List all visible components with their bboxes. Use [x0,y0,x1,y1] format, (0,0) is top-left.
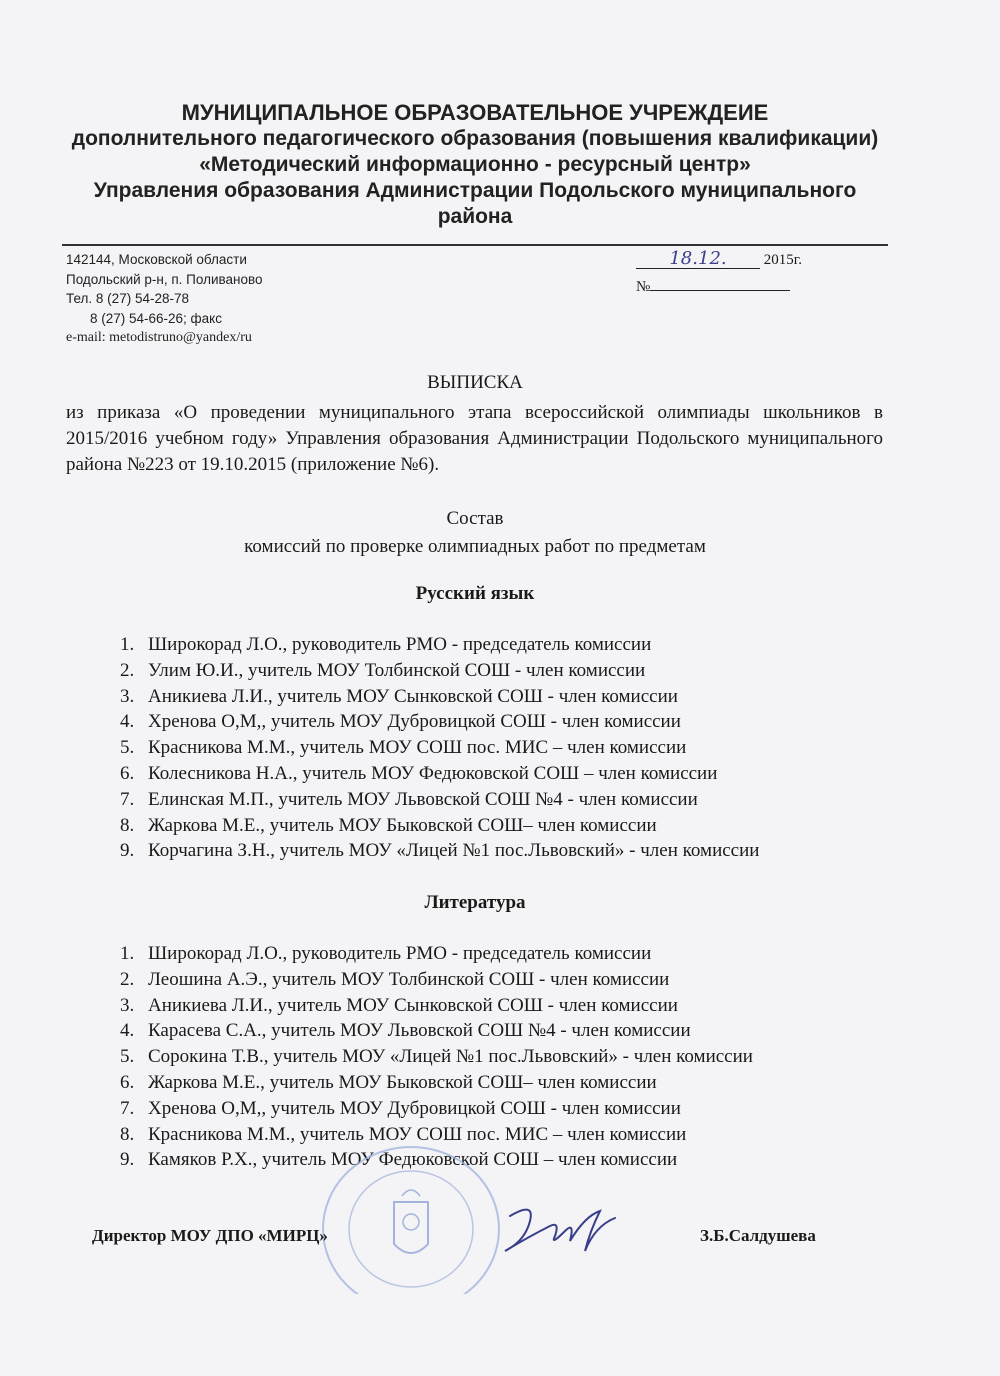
official-stamp [316,1144,506,1294]
member-list-literature [120,941,753,1173]
year-suffix: 2015г. [763,252,802,268]
list-item: 8. Красникова М.М., учитель МОУ СОШ пос. МИС – член комиссии [120,1123,687,1145]
letterhead [60,100,890,230]
address-line-1: 142144, Московской области [66,252,247,267]
composition-subheading: комиссий по проверке олимпиадных работ по предметам [244,536,706,557]
section-title-literature: Литература [424,892,526,913]
document-title: ВЫПИСКА [427,372,523,393]
section-title-russian: Русский язык [415,583,535,604]
list-item: 2. Леошина А.Э., учитель МОУ Толбинской СОШ - член комиссии [120,968,670,990]
list-item: 5. Сорокина Т.В., учитель МОУ «Лицей №1 пос.Львовский» - член комиссии [120,1046,753,1068]
handwritten-date: 18.12. [636,250,760,269]
list-item: 4. Хренова О,М,, учитель МОУ Дубровицкой СОШ - член комиссии [120,711,681,733]
list-item: 7. Елинская М.П., учитель МОУ Львовской СОШ №4 - член комиссии [120,788,698,810]
address-line-2: Подольский р-н, п. Поливаново [66,271,263,287]
list-item: 4. Карасева С.А., учитель МОУ Львовской СОШ №4 - член комиссии [120,1020,691,1042]
phone-line-2: 8 (27) 54-66-26; факс [90,310,222,326]
list-item: 8. Жаркова М.Е., учитель МОУ Быковской СОШ– член комиссии [120,814,657,836]
letterhead-line-3: «Методический информационно - ресурсный центр» [199,153,751,176]
email-line: e-mail: metodistruno@yandex/ru [66,330,252,345]
document-date-block [636,250,802,297]
phone-line-1: Тел. 8 (27) 54-28-78 [66,291,189,306]
list-item: 5. Красникова М.М., учитель МОУ СОШ пос. МИС – член комиссии [120,737,687,759]
list-item: 2. Улим Ю.И., учитель МОУ Толбинской СОШ - член комиссии [120,659,646,681]
document-number-blank [650,276,790,291]
list-item: 6. Жаркова М.Е., учитель МОУ Быковской СОШ– член комиссии [120,1071,657,1093]
list-item: 1. Широкорад Л.О., руководитель РМО - председатель комиссии [120,943,652,964]
list-item: 6. Колесникова Н.А., учитель МОУ Федюковской СОШ – член комиссии [120,762,718,784]
director-signature [490,1196,640,1266]
letterhead-line-2: дополнительного педагогического образования (повышения квалификации) [71,127,879,150]
letterhead-line-1: МУНИЦИПАЛЬНОЕ ОБРАЗОВАТЕЛЬНОЕ УЧРЕЖДЕИЕ [181,100,769,125]
document-number-label: № [636,279,651,295]
list-item: 1. Широкорад Л.О., руководитель РМО - председатель комиссии [120,634,652,655]
list-item: 9. Камяков Р.Х., учитель МОУ Федюковской СОШ – член комиссии [120,1149,678,1171]
intro-paragraph: из приказа «О проведении муниципального этапа всероссийской олимпиады школьников в 2015/2016 учебном году» Управления образования Администрации Подольского муниципального района №223 от 19.10.2015 (приложение №6). [66,402,883,475]
address-block [66,250,263,348]
letterhead-divider [62,244,888,246]
signatory-position: Директор МОУ ДПО «МИРЦ» [92,1226,328,1245]
list-item: 3. Аникиева Л.И., учитель МОУ Сынковской СОШ - член комиссии [120,994,678,1016]
signatory-name: З.Б.Салдушева [700,1226,816,1245]
list-item: 3. Аникиева Л.И., учитель МОУ Сынковской СОШ - член комиссии [120,685,678,707]
letterhead-line-4: Управления образования Администрации Подольского муниципального района [93,179,857,228]
member-list-russian [120,632,759,864]
list-item: 7. Хренова О,М,, учитель МОУ Дубровицкой СОШ - член комиссии [120,1097,681,1119]
composition-heading: Состав [446,508,504,529]
list-item: 9. Корчагина З.Н., учитель МОУ «Лицей №1 пос.Львовский» - член комиссии [120,840,760,862]
